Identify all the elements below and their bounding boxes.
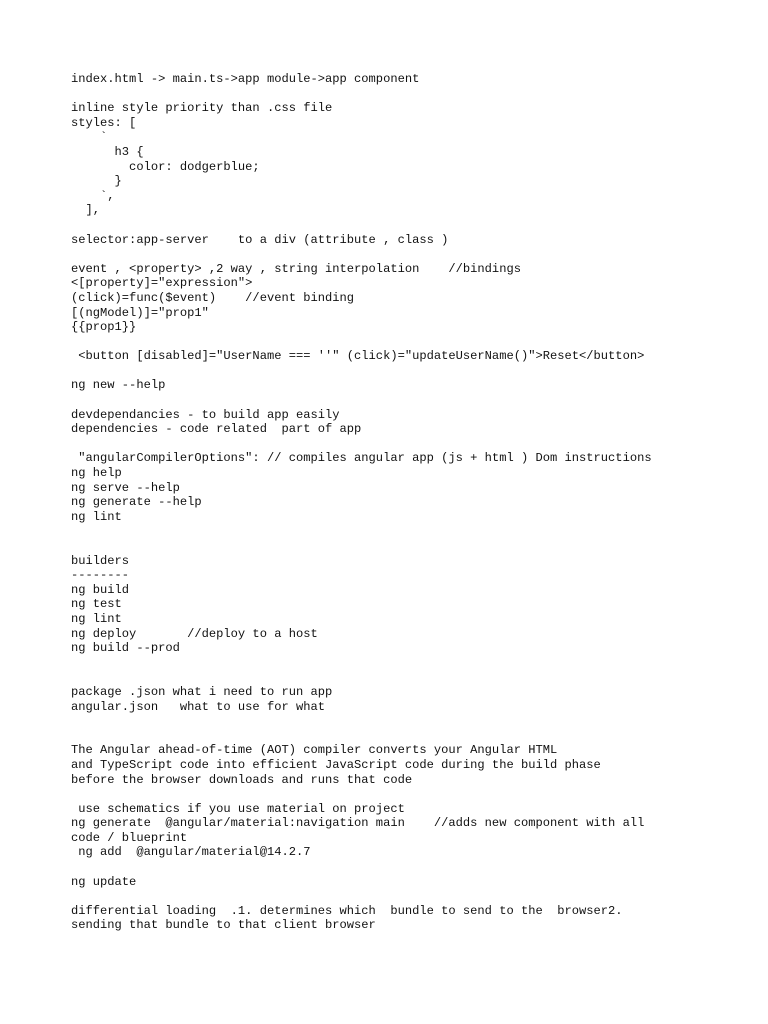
text-line	[71, 524, 711, 539]
text-line: builders	[71, 553, 130, 568]
text-line	[71, 656, 711, 671]
text-line: differential loading .1. determines which bundle to send to the browser2.	[71, 903, 623, 918]
text-line: ng help	[71, 466, 122, 481]
text-line	[71, 714, 711, 729]
text-line: <[property]="expression">	[71, 276, 253, 291]
text-line	[71, 247, 711, 262]
text-line: ng update	[71, 874, 137, 889]
text-line: ng lint	[71, 611, 122, 626]
text-line: ng lint	[71, 509, 122, 524]
text-line: `,	[71, 188, 115, 203]
text-line	[71, 218, 711, 233]
text-line: ng serve --help	[71, 480, 180, 495]
text-line	[71, 437, 711, 452]
text-line	[71, 670, 711, 685]
text-line: ng deploy //deploy to a host	[71, 626, 318, 641]
text-line: --------	[71, 568, 130, 583]
text-line: inline style priority than .css file	[71, 101, 333, 116]
text-line	[71, 87, 711, 102]
text-line	[71, 539, 711, 554]
document-page	[71, 72, 711, 933]
text-line: The Angular ahead-of-time (AOT) compiler converts your Angular HTML	[71, 743, 558, 758]
text-line: ng generate @angular/material:navigation main //adds new component with all	[71, 816, 645, 831]
text-line: color: dodgerblue;	[71, 159, 260, 174]
text-line: [(ngModel)]="prop1"	[71, 305, 209, 320]
text-line	[71, 364, 711, 379]
text-line: index.html -> main.ts->app module->app component	[71, 72, 420, 86]
text-line: ng add @angular/material@14.2.7	[71, 845, 311, 860]
text-line: ng new --help	[71, 378, 166, 393]
text-line: "angularCompilerOptions": // compiles angular app (js + html ) Dom instructions	[71, 451, 652, 466]
text-line: ng build --prod	[71, 641, 180, 656]
text-line: `	[71, 130, 108, 145]
text-line: ng build	[71, 582, 130, 597]
text-line: (click)=func($event) //event binding	[71, 290, 355, 305]
text-line: h3 {	[71, 144, 144, 159]
text-line: selector:app-server to a div (attribute , class )	[71, 232, 449, 247]
text-line: use schematics if you use material on project	[71, 801, 405, 816]
text-line	[71, 393, 711, 408]
text-line: code / blueprint	[71, 830, 188, 845]
text-line: event , <property> ,2 way , string interpolation //bindings	[71, 261, 521, 276]
text-line: before the browser downloads and runs that code	[71, 772, 413, 787]
text-line	[71, 889, 711, 904]
text-line: and TypeScript code into efficient JavaScript code during the build phase	[71, 757, 601, 772]
text-line	[71, 335, 711, 350]
text-line	[71, 729, 711, 744]
text-line: <button [disabled]="UserName === ''" (click)="updateUserName()">Reset</button>	[71, 349, 645, 364]
text-line: ng generate --help	[71, 495, 202, 510]
text-line: sending that bundle to that client browser	[71, 918, 376, 933]
text-line: package .json what i need to run app	[71, 684, 333, 699]
text-line: ng test	[71, 597, 122, 612]
text-line: angular.json what to use for what	[71, 699, 326, 714]
text-line	[71, 860, 711, 875]
text-line: devdependancies - to build app easily	[71, 407, 340, 422]
text-line: }	[71, 174, 122, 189]
text-line: styles: [	[71, 115, 137, 130]
text-line: ],	[71, 203, 101, 218]
text-line: {{prop1}}	[71, 320, 137, 335]
text-line	[71, 787, 711, 802]
text-line: dependencies - code related part of app	[71, 422, 362, 437]
